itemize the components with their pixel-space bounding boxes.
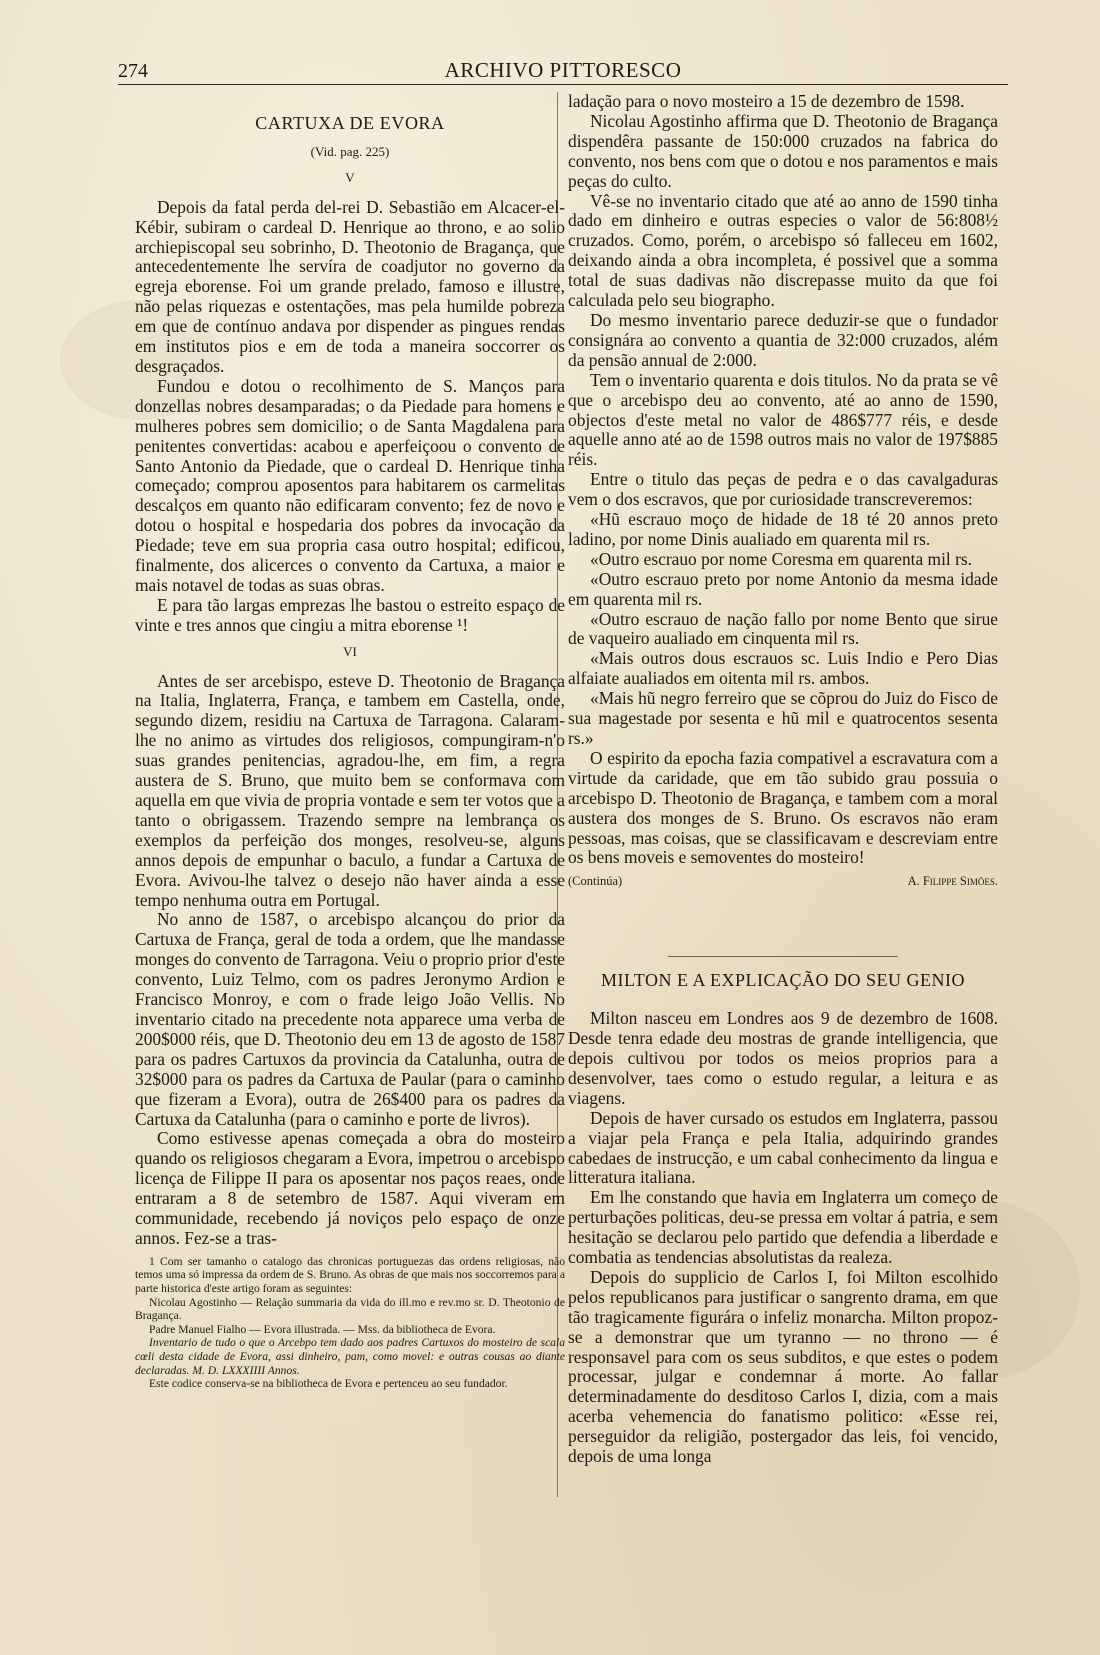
continued-note: (Continúa)	[568, 874, 623, 889]
paragraph: Como estivesse apenas começada a obra do mosteiro quando os religiosos chegaram a Evora, impetrou o arcebispo licença de Filippe II para os aposentar nos paços reaes, onde entraram a 8 de setembro de 1587. Aqui viveram em communidade, recebendo já noviços pelo espaço de onze annos. Fez-se a tras-	[135, 1128, 565, 1248]
quoted-entry: «Mais outros dous escrauos sc. Luis Indio e Pero Dias alfaiate aualiados em oitenta mil rs. ambos.	[568, 648, 998, 689]
article-reference: (Vid. pag. 225)	[310, 143, 390, 159]
paragraph: Entre o titulo das peças de pedra e o das cavalgaduras vem o dos escravos, que por curiosidade transcreveremos:	[568, 469, 998, 510]
paragraph: Do mesmo inventario parece deduzir-se que o fundador consignára ao convento a quantia de 32:000 cruzados, além da pensão annual de 2:000.	[568, 309, 998, 370]
quoted-entry: «Outro escrauo de nação fallo por nome Bento que sirue de vaqueiro aualiado em cinquenta mil rs.	[568, 608, 998, 649]
paragraph: ladação para o novo mosteiro a 15 de dezembro de 1598.	[568, 91, 965, 111]
paragraph: Depois do supplicio de Carlos I, foi Milton escolhido pelos republicanos para justificar o sangrento drama, em que tão tragicamente figurára o infeliz monarcha. Milton propoz-se a demonstrar que um tyranno — no throno — é responsavel para com os seus subditos, e que estes o podem processar, julgar e condemnar á morte. Ao fallar determinadamente do desditoso Carlos I, dizia, com a mais acerba vehemencia do fanatismo politico: «Esse rei, perseguidor da religião, postergador das leis, foi vencido, depois de uma longa	[568, 1266, 998, 1467]
quoted-entry: «Mais hũ negro ferreiro que se cõprou do Juiz do Fisco de sua magestade por sesenta e hũ mil e quatrocentos sesenta rs.»	[568, 688, 998, 748]
paragraph: Fundou e dotou o recolhimento de S. Manços para donzellas nobres desamparadas; o da Piedade para homens e mulheres pobres sem domicilio; o de Santa Magdalena para penitentes convertidas: acabou e aperfeiçoou o convento de Santo Antonio da Piedade, que o cardeal D. Henrique tinha começado; comprou aposentos para habitarem os carmelitas descalços em quanto não edificaram convento; fez de novo e dotou o hospital e hospedaria dos pobres da invocação da Piedade; teve em sua propria casa outro hospital; edificou, finalmente, dos alicerces o convento da Cartuxa, a maior e mais notavel de todas as suas obras.	[135, 375, 565, 595]
right-column	[568, 92, 998, 1467]
page-number: 274	[118, 60, 148, 82]
footnote: Este codice conserva-se na bibliotheca de Evora e pertenceu ao seu fundador.	[149, 1377, 508, 1391]
footnotes	[135, 1255, 565, 1391]
footnote: Padre Manuel Fialho — Evora illustrada. — Mss. da bibliotheca de Evora.	[149, 1322, 496, 1336]
footnote: 1 Com ser tamanho o catalogo das chronicas portuguezas das ordens religiosas, não temos uma só impressa da ordem de S. Bruno. As obras de que mais nos soccorremos para a parte historica d'este artigo foram as seguintes:	[135, 1254, 565, 1296]
paragraph: Milton nasceu em Londres aos 9 de dezembro de 1608. Desde tenra edade deu mostras de grande intelligencia, que depois cultivou por todos os meios proprios para a desenvolver, taes como o estudo regular, a leitura e as viagens.	[568, 1008, 998, 1108]
quoted-entry: «Outro escrauo preto por nome Antonio da mesma idade em quarenta mil rs.	[568, 568, 998, 609]
quoted-entry: «Outro escrauo por nome Coresma em quarenta mil rs.	[590, 548, 972, 569]
footnote: Nicolau Agostinho — Relação summaria da vida do ill.mo e rev.mo sr. D. Theotonio de Bragança.	[135, 1295, 565, 1323]
running-head: ARCHIVO PITTORESCO	[444, 58, 682, 82]
left-column	[135, 92, 565, 1391]
signature-row	[568, 872, 998, 892]
paragraph: Tem o inventario quarenta e dois titulos. No da prata se vê que o arcebispo deu ao convento, até ao anno de 1590, objectos d'este metal no valor de 486$777 réis, e desde aquelle anno até ao de 1598 outros mais no valor de 197$885 réis.	[568, 369, 998, 470]
author-signature: A. Filippe Simões.	[907, 874, 998, 889]
paragraph: O espirito da epocha fazia compativel a escravatura com a virtude da caridade, que em tão subido grau possuia o arcebispo D. Theotonio de Bragança, e tambem com a moral austera dos monges de S. Bruno. Os escravos não eram pessoas, mas coisas, que se classificavam e descreviam entre os bens moveis e semoventes do mosteiro!	[568, 747, 998, 868]
section-number: VI	[343, 643, 357, 659]
quoted-entry: «Hũ escrauo moço de hidade de 18 té 20 annos preto ladino, por nome Dinis aualiado em quarenta mil rs.	[568, 509, 998, 549]
article-title: MILTON E A EXPLICAÇÃO DO SEU GENIO	[600, 970, 965, 991]
footnote: Inventario de tudo o que o Arcebpo tem dado aos padres Cartuxos do mosteiro de scala cœli desta cidade de Evora, assi dinheiro, pam, como movel: e outras cousas ao diante declaradas. M. D. LXXXIIII Annos.	[135, 1336, 565, 1377]
article-separator	[668, 956, 898, 957]
paragraph: Em lhe constando que havia em Inglaterra um começo de perturbações politicas, deu-se pressa em voltar á patria, e sem hesitação se declarou pelo partido que defendia a liberdade e combatia as tendencias absolutistas da realeza.	[568, 1187, 998, 1268]
paragraph: Antes de ser arcebispo, esteve D. Theotonio de Bragança na Italia, Inglaterra, França, e tambem em Castella, onde, segundo dizem, residiu na Cartuxa de Tarragona. Calaram-lhe no animo as virtudes dos religiosos, compungiram-n'o suas grandes penitencias, agradou-lhe, em fim, a regra austera de S. Bruno, que muito bem se conformava com aquella em que vivia de propria vontade e sem ter votos que a tanto o obrigassem. Trazendo sempre na lembrança os exemplos da perfeição dos monges, resolveu-se, alguns annos depois de empunhar o baculo, a fundar a Cartuxa de Evora. Avivou-lhe talvez o desejo não haver ainda a esse tempo nenhuma outra em Portugal.	[135, 670, 565, 910]
paragraph: Nicolau Agostinho affirma que D. Theotonio de Bragança dispendêra passante de 150:000 cruzados na fabrica do convento, nos bens com que o dotou e nos paramentos e mais peças do culto.	[568, 110, 998, 191]
article-title: CARTUXA DE EVORA	[255, 113, 445, 133]
paragraph: Depois da fatal perda del-rei D. Sebastião em Alcacer-el-Kébir, subiram o cardeal D. Henrique ao throno, e ao solio archiepiscopal seu sobrinho, D. Theotonio de Bragança, que antecedentemente lhe servíra de coadjutor no governo da egreja eborense. Foi um grande prelado, famoso e illustre, não pelas riquezas e ostentações, mas pela humilde pobreza em que de contínuo andava por dispender as pingues rendas em institutos pios e em de toda a maneira soccorrer os desgraçados.	[135, 196, 565, 376]
paragraph: Depois de haver cursado os estudos em Inglaterra, passou a viajar pela França e pela Italia, adquirindo grandes cabedaes de instrucção, e um cabal conhecimento da lingua e litteratura italiana.	[568, 1107, 998, 1188]
section-number: V	[345, 169, 355, 185]
page-header	[118, 58, 1008, 85]
paragraph: No anno de 1587, o arcebispo alcançou do prior da Cartuxa de França, geral de toda a ordem, que lhe mandasse monges do convento de Tarragona. Veiu o proprio prior d'este convento, Luiz Telmo, com os padres Jeronymo Ardion e Francisco Monroy, e com o frade leigo João Vellis. No inventario citado na precedente nota apparece uma verba de 200$000 réis, que D. Theotonio deu em 13 de agosto de 1587 para os padres Cartuxos da provincia da Catalunha, outra de 32$000 para os padres da Cartuxa de Paular (para o caminho que fizeram a Evora), outra de 26$400 para os padres da Cartuxa da Catalunha (para o caminho e porte de livros).	[135, 909, 565, 1129]
paragraph: E para tão largas emprezas lhe bastou o estreito espaço de vinte e tres annos que cingiu a mitra eborense ¹!	[135, 594, 565, 635]
paragraph: Vê-se no inventario citado que até ao anno de 1590 tinha dado em dinheiro e outras especies o valor de 56:808½ cruzados. Como, porém, o arcebispo só falleceu em 1602, deixando ainda a obra incompleta, é possivel que a somma total de suas dadivas não discrepasse muito da que foi calculada pelo seu biographo.	[568, 190, 998, 311]
